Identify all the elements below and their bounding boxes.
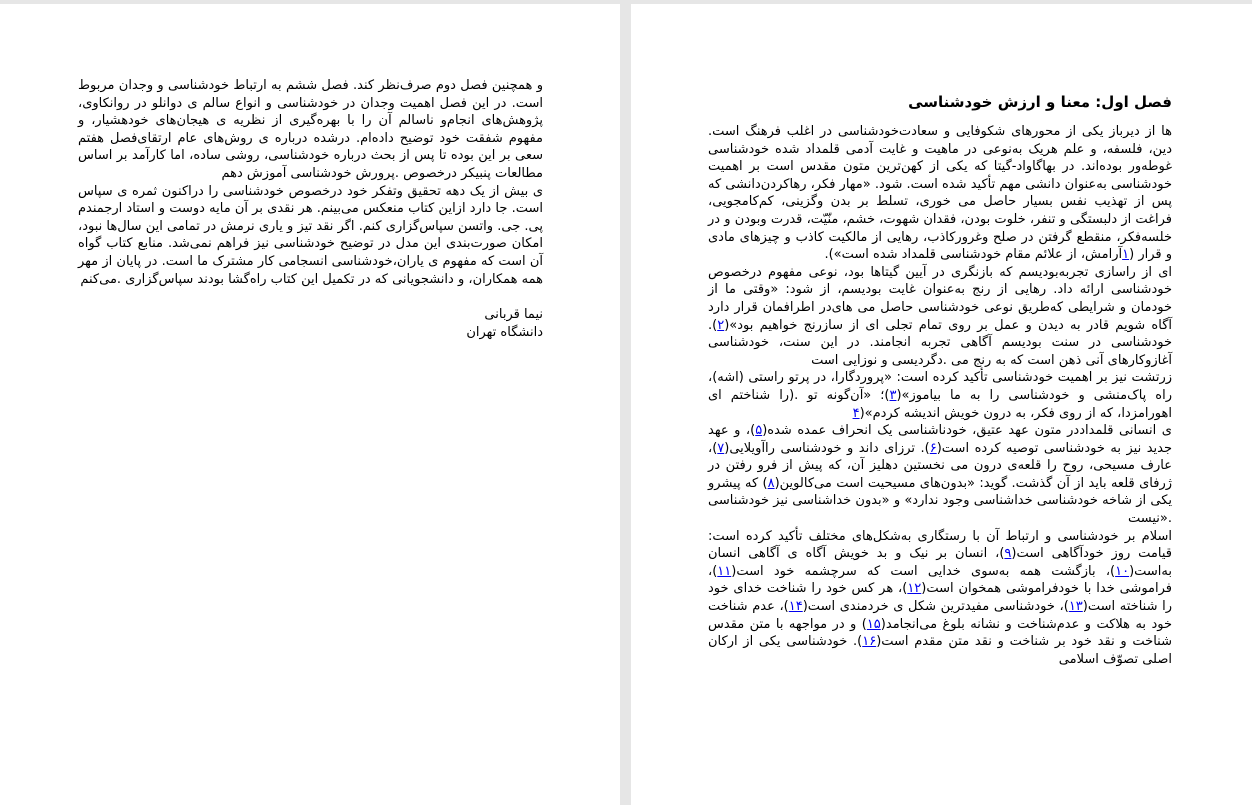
paragraph: ی بیش از یک دهه تحقیق وتفکر خود درخصوص خودشناسی را دراکنون ثمره ی سپاس است. جا دارد ازاین کتاب منعکس می‌بینم. هر نقدی بر آن مایه دوست و استاد ارجمندم پی. جی. واتسن سپاس‌گزاری کنم. اگر نقد تیز و یاری نرمش در تمامی این سال‌ها نبود، امکان صورت‌بندی این مدل در توضیح خودشناسی نیز فراهم نمی‌شد. منابع کتاب گواه آن است که مفهوم ی یاران،خودشناسی انسجامی کار مشترک ما است. در پایان از مهر همه همکاران، و دانشجویانی که در تکمیل این کتاب راه‌گشا بودند سپاس‌گزاری .می‌کنم: [78, 183, 543, 287]
footnote-ref-link[interactable]: ۱۵: [866, 616, 881, 632]
document-page-right[interactable]: [631, 4, 1252, 805]
paragraph: [708, 422, 1172, 528]
paragraph-text: اسلام بر خودشناسی و ارتباط آن با رستگاری به‌شکل‌های مختلف تأکید کرده است: قیامت روز خودآگاهی است(: [708, 528, 1172, 562]
footnote-ref-link[interactable]: ۱۳: [1068, 599, 1083, 615]
paragraph-spacer: [78, 288, 543, 306]
footnote-ref-link[interactable]: ۵: [755, 423, 763, 439]
chapter-title: فصل اول: معنا و ارزش خودشناسی: [908, 93, 1172, 111]
document-page-left[interactable]: [0, 4, 620, 805]
paragraph-text: ). خودشناسی یکی از ارکان اصلی تصوّف اسلامی: [708, 634, 1172, 667]
paragraph-text: آرامش، از علائم مقام خودشناسی قلمداد شده است»).: [824, 247, 1123, 263]
paragraph-text: )، عدم شناخت خود به هلاکت و عدم‌شناخت و نشانه بلوغ می‌انجامد(: [708, 599, 1173, 632]
paragraph: [708, 264, 1172, 370]
paragraph-text: ) که پیشرو یکی از شاخه خودشناسی خداشناسی وجود ندارد» و «بدون خداشناسی نیز خودشناسی .«نیست: [708, 475, 1172, 527]
paragraph-text: )؛ «آن‌گونه تو .(را شناختم ای اهورامزدا، که از روی فکر، به درون خویش اندیشه کردم»(: [708, 387, 1172, 421]
footnote-ref-link[interactable]: ۱: [1122, 247, 1130, 263]
footnote-ref-link[interactable]: ۱۱: [717, 563, 732, 579]
footnote-ref-link[interactable]: ۴: [852, 405, 860, 421]
paragraph-text: )، خودشناسی مفیدترین شکل ی خردمندی است(: [802, 599, 1069, 615]
footnote-ref-link[interactable]: ۹: [1004, 546, 1012, 562]
paragraph-text: )، عارف مسیحی، روح را قلعه‌ی درون می نخستین دهلیز آن، که پیش از فرو رفتن در ژرفای قلعه باید از آن گذشت. گوید: «بدون‌های مسیحیت است می‌کالوین(: [708, 440, 1173, 491]
paragraph-text: ی انسانی قلمداددر متون عهد عتیق، خودناشناسی یک انحراف عمده شده(: [762, 423, 1172, 439]
paragraph-text: (: [1129, 247, 1135, 263]
footnote-ref-link[interactable]: ۸: [767, 475, 775, 491]
paragraph-text: ای از راسازی تجربه‌بودیسم که بازنگری در آیین گیتاها بود، نوعی مفهوم درخصوص خودشناسی ارائه داد. رهایی از رنج به‌عنوان غایت بودیسم، از شود: «وقتی ما از خودمان و شرایطی که‌طریق نوعی خودشناسی حاصل می های‌در اطرافمان قرار دارد آگاه شویم قادر به دیدن و عمل بر روی تمام تجلی ای از سازرنج خواهیم بود»(: [708, 264, 1172, 333]
paragraph-text: )، بازگشت همه به‌سوی خدایی است که سرچشمه خود است(: [731, 563, 1116, 579]
paragraph: [708, 528, 1172, 669]
footnote-ref-link[interactable]: ۲: [717, 317, 725, 333]
author-name: نیما قربانی: [484, 307, 543, 323]
paragraph: [708, 369, 1172, 422]
paragraph-text: ها از دیرباز یکی از محورهای شکوفایی و سعادت‌خودشناسی در اغلب فرهنگ است. دین، فلسفه، و علم هریک به‌نوعی در ماهیت و غایت آدمی قلمداد شده خودشناسی غوطه‌ور بوده‌اند. در بهاگاواد-گیتا که یکی از کهن‌ترین متون مقدس است بر اهمیت خودشناسی به‌عنوان دانشی مهم تأکید شده است. شود. «مهار فکر، رهاکردن‌دانشی که پس از تهذیب نفس بسیار حاصل می خوری، تسلط بر بدن وگزینی، کم‌کامجویی، فراغت از دلبستگی و تنفر، خلوت بودن، فقدان شهوت، خشم، منّیّت، قدرت وبودن و در خلسه‌فکر، منقطع گرفتن در صلح وغرورکاذب، رهایی از مالکیت کاذب و چیزهای مادی و قرار: [708, 124, 1172, 263]
footnote-ref-link[interactable]: ۱۶: [862, 634, 877, 650]
page-left-body: [78, 77, 543, 341]
page-right-body: [708, 92, 1172, 668]
footnote-ref-link[interactable]: ۱۴: [788, 599, 803, 615]
paragraph-text: )، انسان بر نیک و بد خویش آگاه ی آگاهی انسان به‌است(: [708, 546, 1172, 579]
paragraph-text: )، و عهد جدید نیز به خودشناسی توصیه کرده است(: [708, 423, 1172, 456]
paragraph-text: ). خودشناسی در سنت بودیسم آگاهی تجربه انجامند. در این سنت، خودشناسی آغازوکارهای آنی ذهن است که به رنج می .دگردیسی و نوزایی است: [708, 317, 1172, 368]
author-affiliation: دانشگاه تهران: [466, 324, 543, 340]
footnote-ref-link[interactable]: ۱۲: [907, 581, 922, 597]
page-gutter: [620, 0, 631, 805]
paragraph-text: )، فراموشی خدا با خودفراموشی همخوان است(: [708, 563, 1173, 597]
footnote-ref-link[interactable]: ۱۰: [1115, 563, 1130, 579]
footnote-ref-link[interactable]: ۳: [889, 387, 897, 403]
paragraph-text: ). ترزای داند و خودشناسی راآویلایی(: [724, 440, 930, 456]
footnote-ref-link[interactable]: ۶: [929, 440, 937, 456]
paragraph: [708, 123, 1172, 264]
paragraph-text: )، هر کس خود را شناخت خدای خود را شناخته است(: [708, 581, 1173, 615]
footnote-ref-link[interactable]: ۷: [717, 440, 725, 456]
paragraph: و همچنین فصل دوم صرف‌نظر کند. فصل ششم به ارتباط خودشناسی و وجدان مربوط است. در این فصل اهمیت وجدان در خودشناسی و انواع سالم ی دوانلو در روانکاوی، پژوهش‌های انجام‌و ناسالم آن را با بهره‌گیری از نظریه ی هیجان‌های خودهشیار، و مفهوم شفقت خود توضیح داده‌ام. درشده درباره ی روش‌های عام ارتقای‌فصل هفتم سعی بر این بوده تا پس از بحث درباره خودشناسی، روشی ساده، اما کارآمد بر اساس مطالعات پنبیکر درخصوص .پرورش خودشناسی آموزش دهم: [78, 78, 543, 181]
paragraph-text: زرتشت نیز بر اهمیت خودشناسی تأکید کرده است: «پروردگارا، در پرتو راستی (اشه)، راه پاک‌منشی و خودشناسی را به ما بیاموز»(: [708, 370, 1172, 403]
paragraph-text: ) و در مواجهه با متن مقدس شناخت و نقد خود بر شناخت و نقد متن مقدم است(: [708, 616, 1172, 650]
